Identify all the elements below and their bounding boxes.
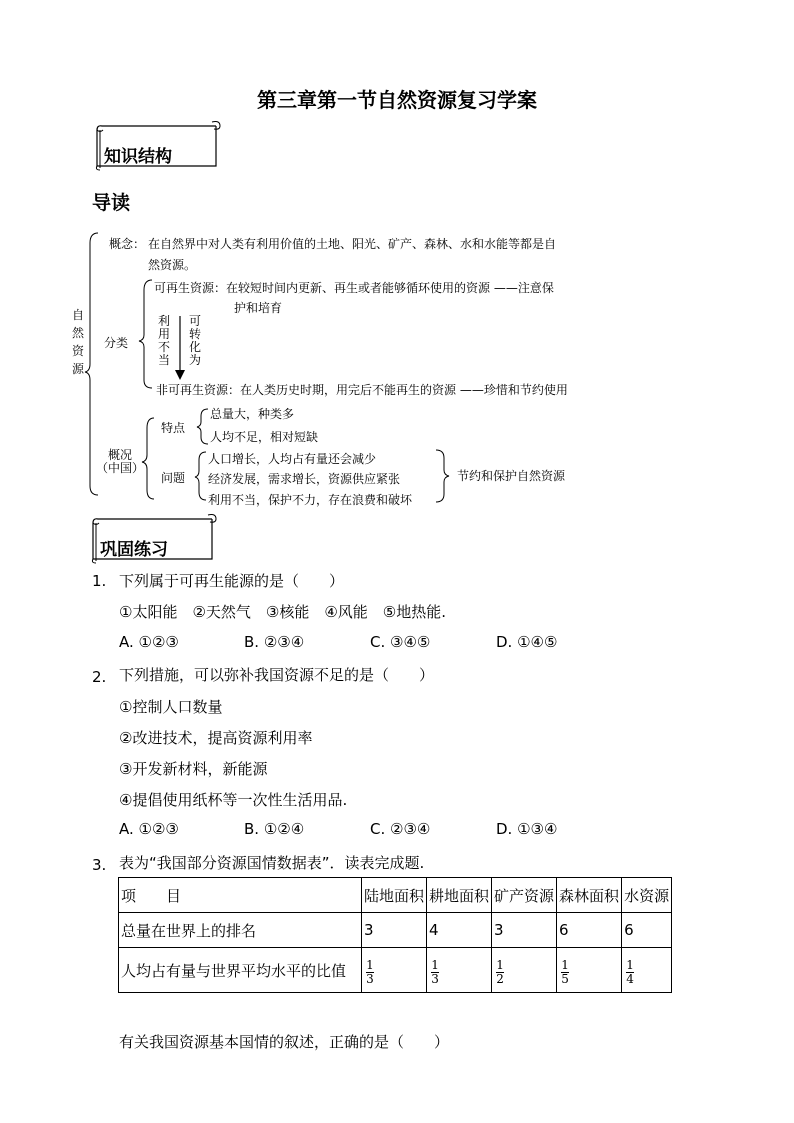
diagram-root: 自然资源: [72, 308, 85, 376]
renewable-line1: 可再生资源：在较短时间内更新、再生或者能够循环使用的资源 ——注意保: [154, 281, 554, 295]
problem-item-3: 利用不当，保护不力，存在浪费和破坏: [208, 493, 413, 507]
q2-option-a: A. ①②③: [119, 820, 179, 838]
table-header-cell: 项 目: [119, 878, 362, 913]
resource-data-table: [118, 877, 672, 993]
fraction: $\frac{1}{5}$: [561, 957, 569, 986]
problem-result: 节约和保护自然资源: [457, 469, 566, 483]
convert-label: 可转化为: [189, 314, 202, 367]
q1-option-a: A. ①②③: [119, 633, 179, 651]
q2-option-c: C. ②③④: [370, 820, 431, 838]
problem-item-1: 人口增长，人均占有量还会减少: [208, 452, 377, 466]
feature-label: 特点: [161, 421, 186, 435]
table-row-label: 人均占有量与世界平均水平的比值: [119, 948, 362, 993]
q1-items: ①太阳能 ②天然气 ③核能 ④风能 ⑤地热能.: [119, 603, 447, 621]
table-header-cell: 森林面积: [557, 878, 622, 913]
table-cell: [622, 948, 672, 993]
table-cell: 6: [557, 913, 622, 948]
concept-line2: 然资源。: [148, 258, 197, 272]
page-title: 第三章第一节自然资源复习学案: [257, 88, 537, 112]
table-cell: 4: [427, 913, 492, 948]
q2-option-d: D. ①③④: [496, 820, 558, 838]
q2-stem: 下列措施，可以弥补我国资源不足的是（ ）: [119, 666, 435, 684]
table-header-row: [119, 878, 672, 913]
section-banner-practice: [88, 513, 218, 565]
q1-option-c: C. ③④⑤: [370, 633, 431, 651]
fraction: $\frac{1}{3}$: [366, 957, 374, 986]
q1-option-b: B. ②③④: [244, 633, 305, 651]
q2-number: 2.: [92, 668, 107, 686]
q3-number: 3.: [92, 856, 107, 874]
concept-label: 概念：: [109, 237, 146, 251]
table-cell: [427, 948, 492, 993]
table-row-label: 总量在世界上的排名: [119, 913, 362, 948]
q2-item-3: ③开发新材料，新能源: [119, 760, 268, 778]
table-cell: [492, 948, 557, 993]
classify-label: 分类: [104, 336, 129, 350]
q1-option-d: D. ①④⑤: [496, 633, 558, 651]
table-cell: 6: [622, 913, 672, 948]
misuse-label: 利用不当: [158, 314, 171, 367]
table-row: [119, 913, 672, 948]
overview-label: 概况: [108, 448, 133, 462]
concept-line1: 在自然界中对人类有利用价值的土地、阳光、矿产、森林、水和水能等都是自: [148, 237, 557, 251]
q1-stem: 下列属于可再生能源的是（ ）: [119, 572, 345, 590]
q3-stem: 表为“我国部分资源国情数据表”．读表完成题.: [119, 854, 425, 872]
q2-item-2: ②改进技术，提高资源利用率: [119, 729, 313, 747]
table-cell: 3: [492, 913, 557, 948]
table-row: [119, 948, 672, 993]
problem-label: 问题: [161, 471, 186, 485]
table-cell: 3: [362, 913, 427, 948]
q2-item-4: ④提倡使用纸杯等一次性生活用品.: [119, 791, 348, 809]
renewable-line2: 护和培育: [234, 301, 283, 315]
fraction: $\frac{1}{4}$: [626, 957, 634, 986]
table-cell: [557, 948, 622, 993]
table-header-cell: 水资源: [622, 878, 672, 913]
feature-item-2: 人均不足，相对短缺: [210, 430, 319, 444]
fraction: $\frac{1}{3}$: [431, 957, 439, 986]
table-header-cell: 陆地面积: [362, 878, 427, 913]
fraction: $\frac{1}{2}$: [496, 957, 504, 986]
guide-heading: 导读: [92, 192, 131, 214]
bracket-lines-icon: [0, 0, 794, 520]
section-title-practice: 巩固练习: [100, 540, 168, 560]
table-header-cell: 耕地面积: [427, 878, 492, 913]
q2-item-1: ①控制人口数量: [119, 698, 223, 716]
overview-sub: （中国）: [96, 461, 145, 475]
q3-followup: 有关我国资源基本国情的叙述，正确的是（ ）: [119, 1033, 450, 1051]
table-header-cell: 矿产资源: [492, 878, 557, 913]
q2-option-b: B. ①②④: [244, 820, 305, 838]
feature-item-1: 总量大，种类多: [210, 407, 295, 421]
section-title-knowledge: 知识结构: [104, 147, 172, 167]
problem-item-2: 经济发展，需求增长，资源供应紧张: [208, 472, 401, 486]
table-cell: [362, 948, 427, 993]
nonrenewable-line: 非可再生资源：在人类历史时期，用完后不能再生的资源 ——珍惜和节约使用: [156, 383, 568, 397]
q1-number: 1.: [92, 572, 107, 590]
